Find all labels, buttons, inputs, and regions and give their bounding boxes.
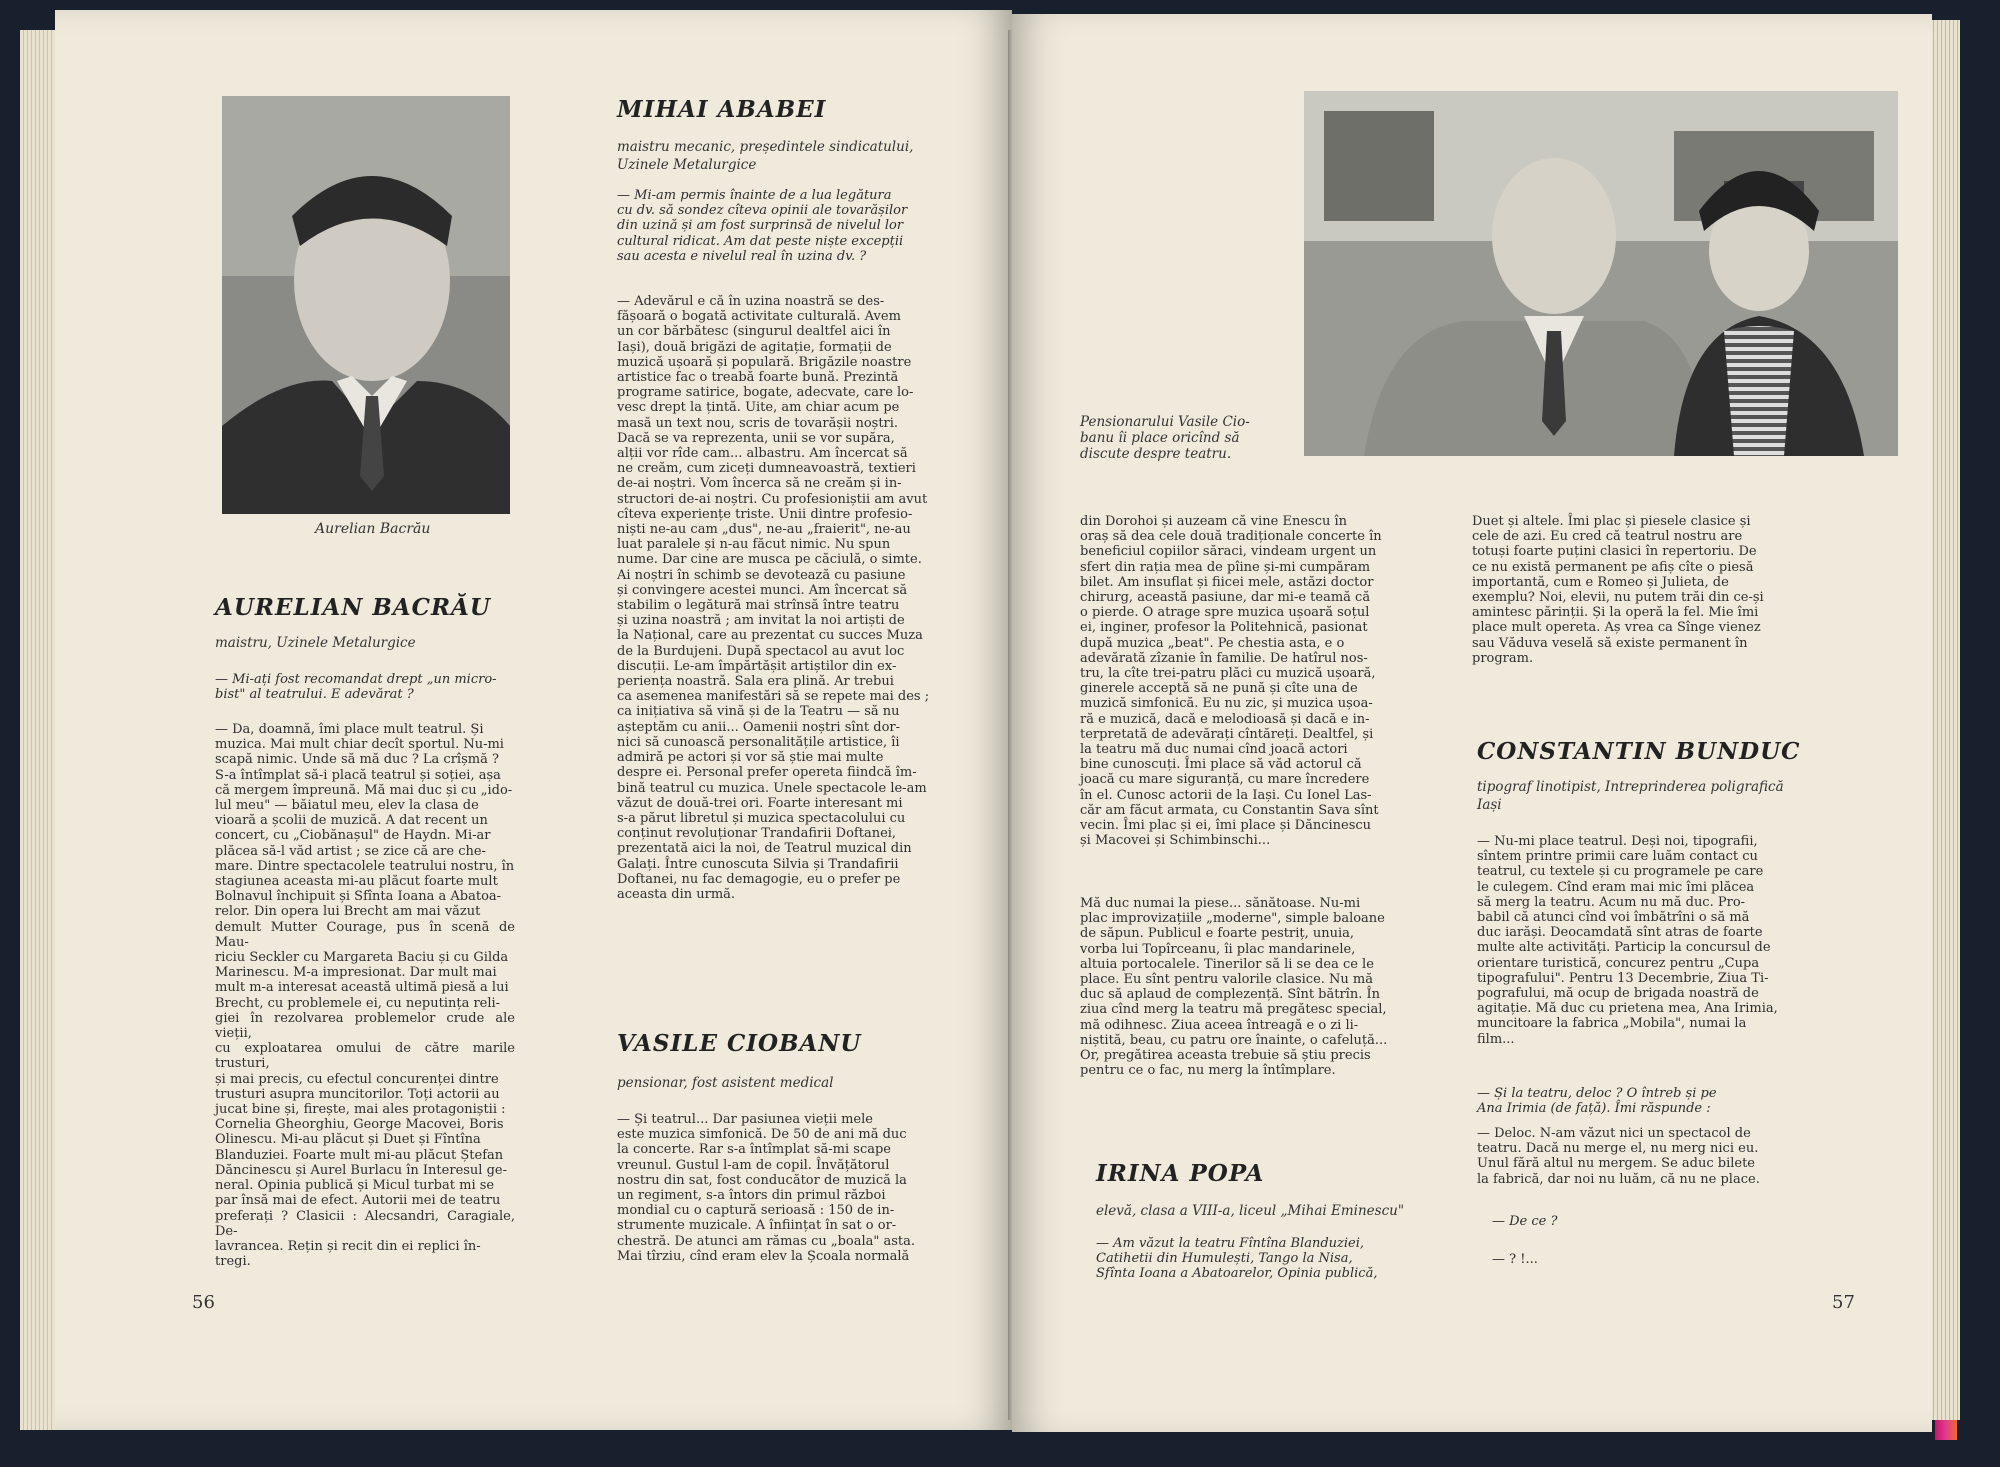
role-vasile-ciobanu: pensionar, fost asistent medical (617, 1075, 834, 1091)
answer-question-marks: — ? !... (1492, 1252, 1538, 1267)
role-constantin-bunduc: tipograf linotipist, Intreprinderea poligrafică Iași (1477, 779, 1784, 813)
heading-constantin-bunduc: CONSTANTIN BUNDUC (1477, 738, 1801, 765)
answer-vasile-ciobanu: — Și teatrul... Dar pasiunea vieții mele este muzica simfonică. De 50 de ani mă duc la concerte. Rar s-a întîmplat să-mi scape vreunul. Gustul l-am de copil. Învățătorul nostru din sat, fost conducător de muzică la un regiment, s-a întors din primul război mondial cu o captură serioasă : 150 de in- strumente muzicale. A înființat în sat o or- chestră. De atunci am rămas cu „boala" asta. Mai tîrziu, cînd eram elev la Școala normală (617, 1112, 916, 1264)
question-constantin-bunduc: — Și la teatru, deloc ? O întreb și pe Ana Irimia (de față). Îmi răspunde : (1477, 1086, 1717, 1117)
role-irina-popa: elevă, clasa a VIII-a, liceul „Mihai Eminescu" (1096, 1203, 1405, 1219)
photo-caption: Aurelian Bacrău (315, 521, 431, 537)
right-page-edges (1930, 20, 1960, 1420)
page-number-56: 56 (192, 1292, 215, 1313)
answer-irina-popa: — Am văzut la teatru Fîntîna Blanduziei, Catihetii din Humulești, Tango la Nisa, Sfînta Ioana a Abatoarelor, Opinia publică, (1096, 1236, 1378, 1282)
text-column1-bottom: Mă duc numai la piese... sănătoase. Nu-mi plac improvizațiile „moderne", simple baloane de săpun. Publicul e foarte pestriț, unuia, vorba lui Topîrceanu, îi plac mandarinele, altuia portocalele. Tinerilor să li se dea ce le place. Eu sînt pentru valorile clasice. Nu mă duc să aplaud de complezență. Sînt bătrîn. În ziua cînd merg la teatru mă pregătesc special, mă odihnesc. Ziua aceea întreagă e o zi li- niștită, beau, cu patru ore înainte, o cafeluță... Or, pregătirea aceasta trebuie să știu precis pentru ce o fac, nu merg la întîmplare. (1080, 896, 1388, 1079)
page-number-57: 57 (1832, 1292, 1855, 1313)
photo-caption: Pensionarului Vasile Cio- banu îi place oricînd să discute despre teatru. (1080, 414, 1250, 462)
photo-vasile-ciobanu-with-interviewer (1304, 91, 1898, 456)
role-aurelian-bacrau: maistru, Uzinele Metalurgice (215, 635, 416, 651)
question-de-ce: — De ce ? (1492, 1214, 1558, 1229)
text-column1-top: din Dorohoi și auzeam că vine Enescu în oraș să dea cele două tradiționale concerte în beneficiul copiilor săraci, vindeam urgent un sfert din rația mea de pîine și-mi cumpăram bilet. Am insuflat și fiicei mele, astăzi doctor chirurg, această pasiune, dar mi-e teamă că o pierde. O atrage spre muzica ușoară soțul ei, inginer, profesor la Politehnică, pasionat după muzica „beat". Pe chestia asta, e o adevărată zîzanie în familie. De hatîrul nos- tru, la cîte trei-patru plăci cu muzică ușoară, ginerele acceptă să ne pună și cîte una de muzică simfonică. Eu nu zic, și muzica ușoa- ră e muzică, dacă e melodioasă și dacă e in- terpretată de adevărați cîntăreți. Dealtfel, și la teatru mă duc numai cînd joacă actori bine cunoscuți. Îmi place să văd actorul că joacă cu mare siguranță, cu mare încredere în el. Cunosc actorii de la Iași. Cu Ionel Las- căr am făcut armata, cu Constantin Sava sînt vecin. Îmi plac și ei, îmi place și Dăncinescu și Macovei și Schimbinschi... (1080, 514, 1382, 849)
heading-irina-popa: IRINA POPA (1096, 1160, 1265, 1187)
question-aurelian-bacrau: — Mi-ați fost recomandat drept „un micro- bist" al teatrului. E adevărat ? (215, 672, 497, 703)
reply-ana-irimia: — Deloc. N-am văzut nici un spectacol de teatru. Dacă nu merge el, nu merg nici eu. Unul fără altul nu mergem. Se aduc bilete la fabrică, dar noi nu luăm, că nu ne place. (1477, 1126, 1760, 1187)
portrait-photo-aurelian-bacrau (222, 96, 510, 514)
text-column2-top: Duet și altele. Îmi plac și piesele clasice și cele de azi. Eu cred că teatrul nostru are totuși foarte puțini clasici în repertoriu. De ce nu există permanent pe afiș cîte o piesă importantă, cum e Romeo și Julieta, de exemplu? Noi, elevii, nu putem trăi din ce-și amintesc părinții. Și la operă la fel. Mie îmi place mult opereta. Aș vrea ca Sînge vienez sau Văduva veselă să existe permanent în program. (1472, 514, 1764, 666)
heading-aurelian-bacrau: AURELIAN BACRĂU (215, 594, 491, 621)
answer-mihai-ababei: — Adevărul e că în uzina noastră se des- fășoară o bogată activitate culturală. Avem un cor bărbătesc (singurul dealtfel aici în Iași), două brigăzi de agitație, formații de muzică ușoară și populară. Brigăzile noastre artistice fac o treabă foarte bună. Prezintă programe satirice, bogate, adecvate, care lo- vesc drept la țintă. Uite, am chiar acum pe masă un text nou, scris de tovarășii noștri. Dacă se va reprezenta, unii se vor supăra, alții vor rîde cam... albastru. Am încercat să ne creăm, cum ziceți dumneavoastră, textieri de-ai noștri. Vom încerca să ne creăm și in- structori de-ai noștri. Cu profesioniștii am avut cîteva experiențe triste. Unii dintre profesio- niști ne-au cam „dus", ne-au „fraierit", ne-au luat paralele și n-au făcut nimic. Nu spun nume. Dar cine are musca pe căciulă, o simte. Ai noștri în schimb se devotează cu pasiune și convingere acestei munci. Am încercat să stabilim o legătură mai strînsă între teatru și uzina noastră ; am invitat la noi artiști de la Național, care au prezentat cu succes Muza de la Burdujeni. După spectacol au avut loc discuții. Le-am împărtășit artiștilor din ex- periența noastră. Sala era plină. Ar trebui ca asemenea manifestări să se repete mai des ; ca inițiativa să vină și de la Teatru — să nu așteptăm cu anii... Oamenii noștri sînt dor- nici să cunoască personalitățile artistice, îi admiră pe actori și vor să știe mai multe despre ei. Personal prefer opereta fiindcă îm- bină teatrul cu muzica. Unele spectacole le-am văzut de două-trei ori. Foarte interesant mi s-a părut libretul și muzica spectacolului cu conținut revoluționar Trandafirii Doftanei, prezentată aici la noi, de Teatrul muzical din Galați. Între cunoscuta Silvia și Trandafirii Doftanei, nu fac demagogie, eu o prefer pe aceasta din urmă. (617, 294, 930, 902)
answer-constantin-bunduc: — Nu-mi place teatrul. Deși noi, tipografii, sîntem printre primii care luăm contact cu teatrul, cu textele și cu programele pe care le culegem. Cînd eram mai mic îmi plăcea să merg la teatru. Acum nu mă duc. Pro- babil că atunci cînd voi îmbătrîni o să mă duc iarăși. Deocamdată sînt atras de foarte multe alte activități. Particip la concursul de orientare turistică, concurez pentru „Cupa tipografului". Pentru 13 Decembrie, Ziua Ti- pografului, mă ocup de brigada noastră de agitație. Mă duc cu prietena mea, Ana Irimia, muncitoare la fabrica „Mobila", numai la film... (1477, 834, 1778, 1047)
left-page (55, 10, 1012, 1430)
question-mihai-ababei: — Mi-am permis înainte de a lua legătura cu dv. să sondez cîteva opinii ale tovarășilor din uzină și am fost surprinsă de nivelul lor cultural ridicat. Am dat peste niște excepții sau acesta e nivelul real în uzina dv. ? (617, 188, 908, 264)
heading-vasile-ciobanu: VASILE CIOBANU (617, 1030, 862, 1057)
left-page-edges (20, 30, 60, 1430)
heading-mihai-ababei: MIHAI ABABEI (617, 96, 827, 123)
role-mihai-ababei: maistru mecanic, președintele sindicatului, Uzinele Metalurgice (617, 139, 914, 173)
answer-aurelian-bacrau: — Da, doamnă, îmi place mult teatrul. Și muzica. Mai mult chiar decît sportul. Nu-mi scapă nimic. Unde să mă duc ? La crîșmă ? S-a întîmplat să-i placă teatrul și soției, așa că mergem împreună. Mă mai duc și cu „ido- lul meu" — băiatul meu, elev la clasa de vioară a școlii de muzică. A dat recent un concert, cu „Ciobănașul" de Haydn. Mi-ar plăcea să-l văd artist ; se zice că are che- mare. Dintre spectacolele teatrului nostru, în stagiunea aceasta mi-au plăcut foarte mult Bolnavul închipuit și Sfînta Ioana a Abatoa- relor. Din opera lui Brecht am mai văzut demult Mutter Courage, pus în scenă de Mau- riciu Seckler cu Margareta Baciu și cu Gilda Marinescu. M-a impresionat. Dar mult mai mult m-a interesat această ultimă piesă a lui Brecht, cu problemele ei, cu neputința reli- giei în rezolvarea problemelor crude ale vieții, cu exploatarea omului de către marile trusturi, și mai precis, cu efectul concurenței dintre trusturi asupra muncitorilor. Toți actorii au jucat bine și, firește, mai ales protagoniștii : Cornelia Gheorghiu, George Macovei, Boris Olinescu. Mi-au plăcut și Duet și Fîntîna Blanduziei. Foarte mult mi-au plăcut Ștefan Dăncinescu și Aurel Burlacu în Interesul ge- neral. Opinia publică și Micul turbat mi se par însă mai de efect. Autorii mei de teatru preferați ? Clasicii : Alecsandri, Caragiale, De- lavrancea. Rețin și recit din ei replici în- tregi. (215, 722, 515, 1270)
right-page (1012, 14, 1932, 1432)
